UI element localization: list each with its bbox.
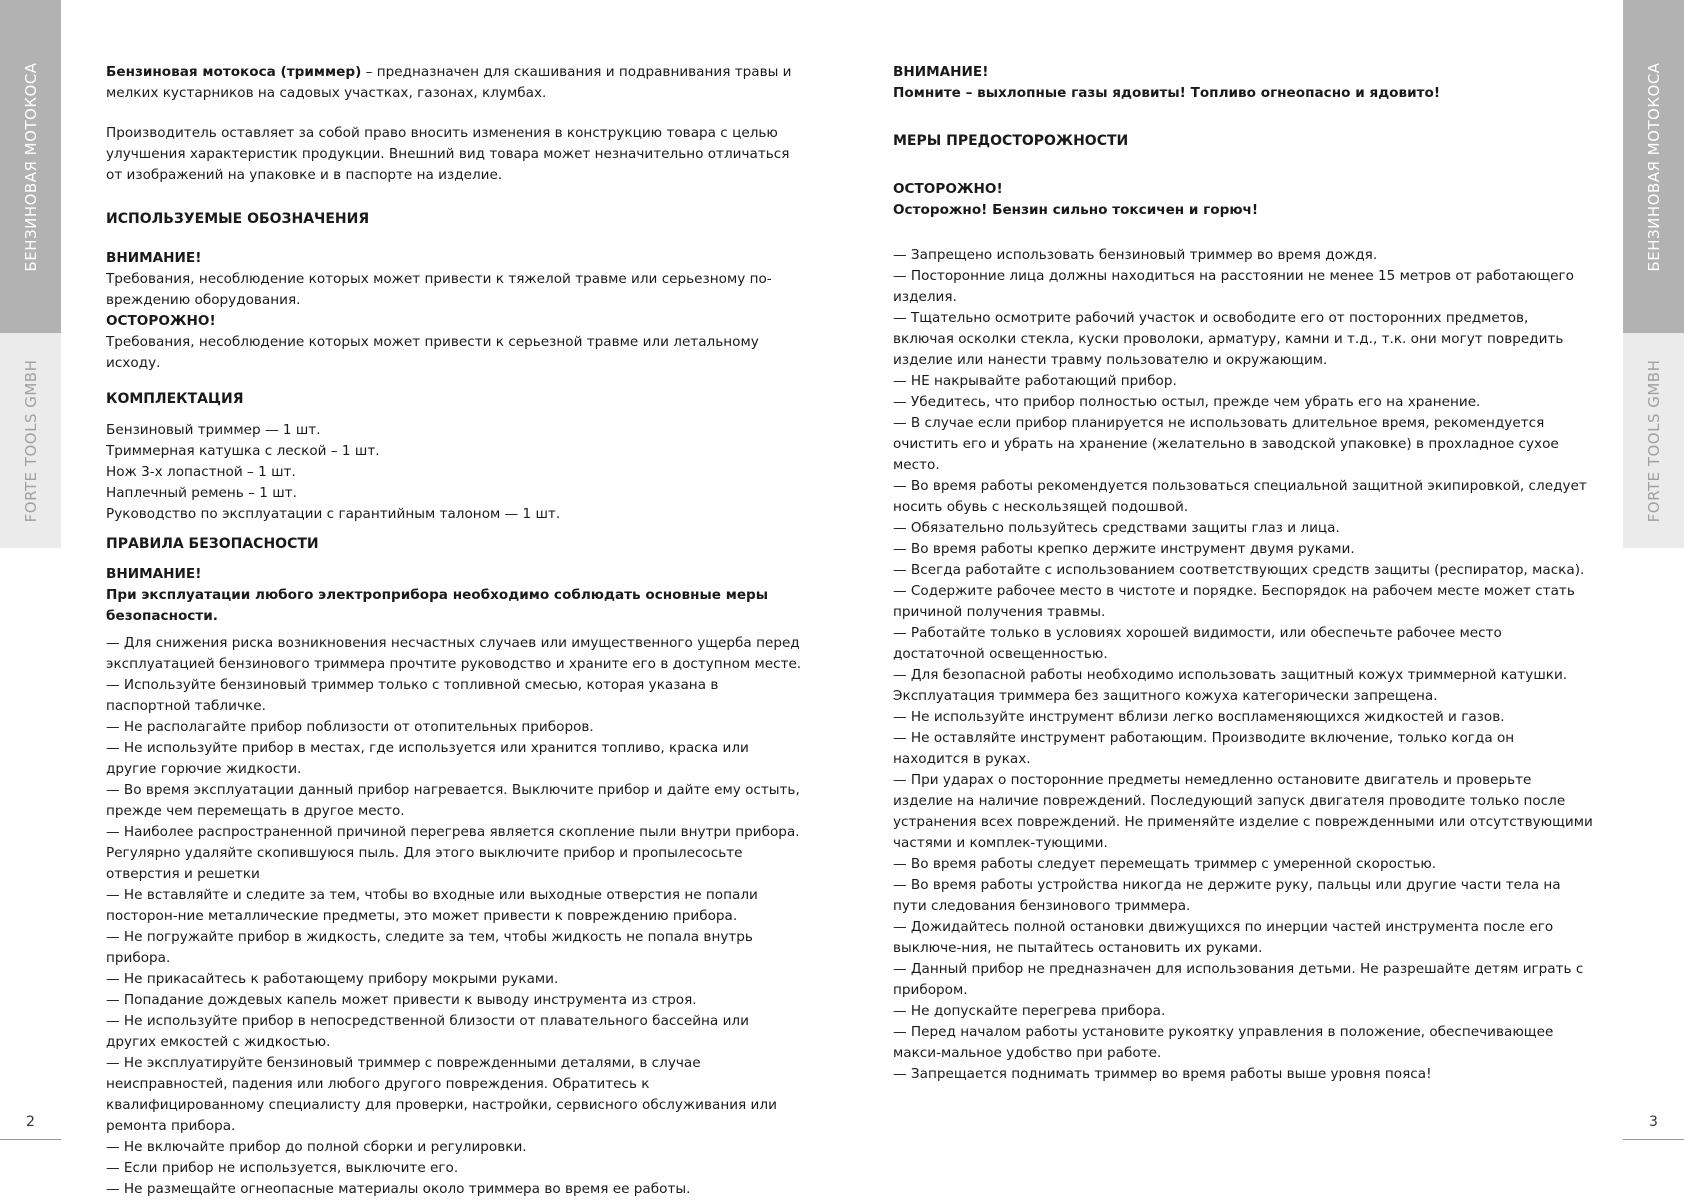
footer-rule-right: [1623, 1139, 1684, 1140]
safety-rules-list: [106, 633, 802, 1200]
kit-heading: КОМПЛЕКТАЦИЯ: [106, 391, 244, 407]
safety-rule: — Во время эксплуатации данный прибор нагревается. Выключите прибор и дайте ему остыть, прежде чем перемещать в другое место.: [106, 782, 800, 819]
safety-rule: — Не погружайте прибор в жидкость, следите за тем, чтобы жидкость не попала внутрь прибора.: [106, 929, 753, 966]
kit-item: Бензиновый триммер — 1 шт.: [106, 422, 321, 438]
precaution-rule: — При ударах о посторонние предметы немедленно остановите двигатель и проверьте изделие на наличие повреждений. Последующий запуск двигателя проводите только после устранения всех повреждений. Не применяйте изделие с поврежденными или отсутствующими частями и комплек-тующими.: [893, 772, 1593, 851]
precaution-rule: — Не оставляйте инструмент работающим. Производите включение, только когда он находится в руках.: [893, 730, 1515, 767]
attention-label: ВНИМАНИЕ!: [893, 64, 989, 80]
sidebar-title: БЕНЗИНОВАЯ МОТОКОСА: [1644, 61, 1663, 272]
attention-text: Требования, несоблюдение которых может привести к тяжелой травме или серьезному по-вреждению оборудования.: [106, 271, 772, 308]
intro-product-name: Бензиновая мотокоса (триммер): [106, 64, 362, 80]
precautions-list: [893, 245, 1593, 1085]
precaution-rule: — Содержите рабочее место в чистоте и порядке. Беспорядок на рабочем месте может стать причиной получения травмы.: [893, 583, 1575, 620]
sidebar-title-tab: [1623, 0, 1684, 333]
precaution-rule: — Во время работы рекомендуется пользоваться специальной защитной экипировкой, следует носить обувь с нескользящей подошвой.: [893, 478, 1587, 515]
safety-rule: — Не размещайте огнеопасные материалы около триммера во время ее работы.: [106, 1181, 691, 1197]
caution-text: Требования, несоблюдение которых может привести к серьезной травме или летальному исходу.: [106, 334, 759, 371]
precaution-rule: — Посторонние лица должны находиться на расстоянии не менее 15 метров от работающего изделия.: [893, 268, 1574, 305]
caution-label: ОСТОРОЖНО!: [893, 181, 1003, 197]
safety-rule: — Для снижения риска возникновения несчастных случаев или имущественного ущерба перед эксплуатацией бензинового триммера прочтите руководство и храните его в доступном месте.: [106, 635, 802, 672]
sidebar-title: БЕНЗИНОВАЯ МОТОКОСА: [21, 61, 40, 272]
precaution-rule: — Обязательно пользуйтесь средствами защиты глаз и лица.: [893, 520, 1340, 536]
safety-rule: — Используйте бензиновый триммер только с топливной смесью, которая указана в паспортной табличке.: [106, 677, 719, 714]
kit-item: Триммерная катушка с леской – 1 шт.: [106, 443, 380, 459]
precaution-rule: — Для безопасной работы необходимо использовать защитный кожух триммерной катушки. Эксплуатация триммера без защитного кожуха категорически запрещена.: [893, 667, 1568, 704]
precaution-rule: — Не допускайте перегрева прибора.: [893, 1003, 1166, 1019]
right-sidebar: [1623, 0, 1684, 1191]
precaution-rule: — Не используйте инструмент вблизи легко воспламеняющихся жидкостей и газов.: [893, 709, 1505, 725]
right-page-content: [893, 62, 1593, 1085]
page-number-left: 2: [26, 1114, 35, 1130]
precaution-rule: — Во время работы следует перемещать триммер с умеренной скоростью.: [893, 856, 1437, 872]
exhaust-warning: Помните – выхлопные газы ядовиты! Топливо огнеопасно и ядовито!: [893, 85, 1441, 101]
precaution-rule: — Запрещается поднимать триммер во время работы выше уровня пояса!: [893, 1066, 1432, 1082]
precaution-rule: — Во время работы крепко держите инструмент двумя руками.: [893, 541, 1355, 557]
safety-rule: — Не используйте прибор в непосредственной близости от плавательного бассейна или других емкостей с жидкостью.: [106, 1013, 749, 1050]
safety-heading: ПРАВИЛА БЕЗОПАСНОСТИ: [106, 536, 319, 552]
sidebar-brand: FORTE TOOLS GMBH: [1644, 359, 1663, 522]
precaution-rule: — Тщательно осмотрите рабочий участок и освободите его от посторонних предметов, включая осколки стекла, куски проволоки, арматуру, камни и т.д., т.к. они могут повредить изделие или нанести травму пользователю и окружающим.: [893, 310, 1564, 368]
safety-rule: — Не эксплуатируйте бензиновый триммер с поврежденными деталями, в случае неисправностей, падения или любого другого повреждения. Обратитесь к квалифицированному специалисту для проверки, настройки, сервисного обслуживания или ремонта прибора.: [106, 1055, 777, 1134]
left-sidebar: [0, 0, 61, 1191]
precautions-heading: МЕРЫ ПРЕДОСТОРОЖНОСТИ: [893, 133, 1129, 149]
precaution-rule: — Во время работы устройства никогда не держите руку, пальцы или другие части тела на пути следования бензинового триммера.: [893, 877, 1561, 914]
safety-attention-text: При эксплуатации любого электроприбора необходимо соблюдать основные меры безопасности.: [106, 587, 769, 624]
gasoline-warning: Осторожно! Бензин сильно токсичен и горюч!: [893, 202, 1259, 218]
precaution-rule: — Данный прибор не предназначен для использования детьми. Не разрешайте детям играть с прибором.: [893, 961, 1584, 998]
safety-rule: — Не располагайте прибор поблизости от отопительных приборов.: [106, 719, 594, 735]
page-number-right: 3: [1649, 1114, 1658, 1130]
sidebar-brand-tab: [0, 333, 61, 548]
safety-rule: — Если прибор не используется, выключите его.: [106, 1160, 459, 1176]
precaution-rule: — Убедитесь, что прибор полностью остыл, прежде чем убрать его на хранение.: [893, 394, 1481, 410]
safety-rule: — Не используйте прибор в местах, где используется или хранится топливо, краска или другие горючие жидкости.: [106, 740, 749, 777]
precaution-rule: — Перед началом работы установите рукоятку управления в положение, обеспечивающее макси-мальное удобство при работе.: [893, 1024, 1554, 1061]
left-page-content: [106, 62, 802, 1200]
caution-label: ОСТОРОЖНО!: [106, 313, 216, 329]
attention-label: ВНИМАНИЕ!: [106, 250, 202, 266]
safety-rule: — Не прикасайтесь к работающему прибору мокрыми руками.: [106, 971, 559, 987]
safety-rule: — Не включайте прибор до полной сборки и регулировки.: [106, 1139, 527, 1155]
kit-item: Наплечный ремень – 1 шт.: [106, 485, 297, 501]
safety-attention-label: ВНИМАНИЕ!: [106, 566, 202, 582]
precaution-rule: — Дожидайтесь полной остановки движущихся по инерции частей инструмента после его выключе-ния, не пытайтесь остановить их руками.: [893, 919, 1554, 956]
precaution-rule: — Всегда работайте с использованием соответствующих средств защиты (респиратор, маска).: [893, 562, 1585, 578]
kit-list: [106, 420, 802, 525]
manufacturer-note: Производитель оставляет за собой право вносить изменения в конструкцию товара с целью улучшения характеристик продукции. Внешний вид товара может незначительно отличаться от изображений на упаковке и в паспорте на изделие.: [106, 125, 790, 183]
sidebar-brand-tab: [1623, 333, 1684, 548]
footer-rule-left: [0, 1139, 61, 1140]
intro-description: – предназначен для скашивания и подравнивания травы и мелких кустарников на садовых участках, газонах, клумбах.: [106, 64, 792, 101]
safety-rule: — Попадание дождевых капель может привести к выводу инструмента из строя.: [106, 992, 697, 1008]
precaution-rule: — НЕ накрывайте работающий прибор.: [893, 373, 1177, 389]
precaution-rule: — В случае если прибор планируется не использовать длительное время, рекомендуется очистить его и убрать на хранение (желательно в заводской упаковке) в прохладное сухое место.: [893, 415, 1559, 473]
sidebar-brand: FORTE TOOLS GMBH: [21, 359, 40, 522]
kit-item: Нож 3-х лопастной – 1 шт.: [106, 464, 296, 480]
symbols-heading: ИСПОЛЬЗУЕМЫЕ ОБОЗНАЧЕНИЯ: [106, 211, 370, 227]
intro-paragraph: [106, 62, 802, 104]
safety-rule: — Не вставляйте и следите за тем, чтобы во входные или выходные отверстия не попали посторон-ние металлические предметы, это может привести к повреждению прибора.: [106, 887, 758, 924]
safety-rule: — Наиболее распространенной причиной перегрева является скопление пыли внутри прибора. Регулярно удаляйте скопившуюся пыль. Для этого выключите прибор и пропылесосьте отверстия и решетки: [106, 824, 800, 882]
sidebar-title-tab: [0, 0, 61, 333]
precaution-rule: — Работайте только в условиях хорошей видимости, или обеспечьте рабочее место достаточной освещенностью.: [893, 625, 1502, 662]
kit-item: Руководство по эксплуатации с гарантийным талоном — 1 шт.: [106, 506, 561, 522]
precaution-rule: — Запрещено использовать бензиновый триммер во время дождя.: [893, 247, 1378, 263]
